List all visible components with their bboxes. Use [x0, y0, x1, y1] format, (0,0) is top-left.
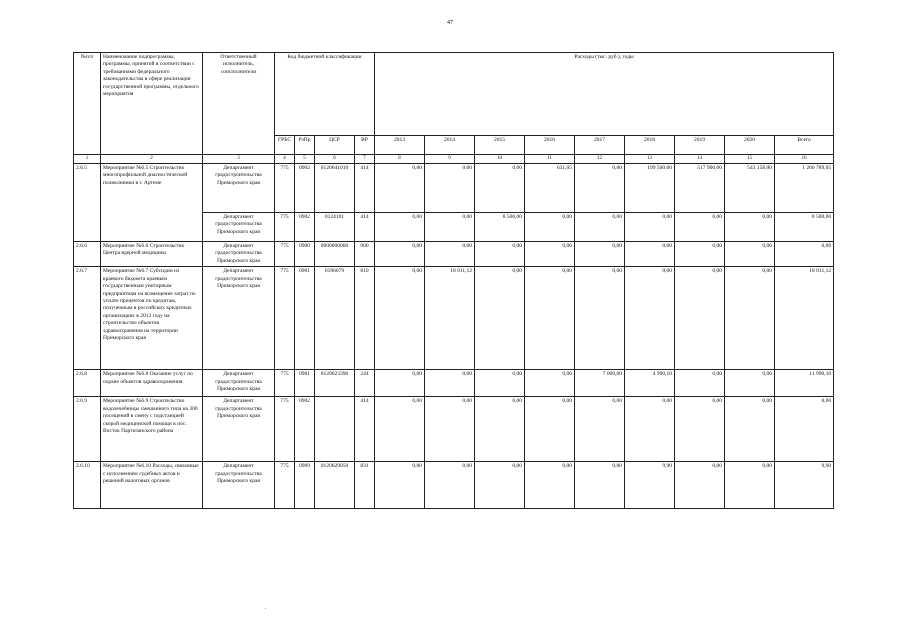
- row-value: 0,00: [525, 397, 575, 462]
- column-number: 15: [725, 155, 775, 164]
- row-value: 0,00: [525, 462, 575, 509]
- row-vr: 000: [355, 242, 375, 267]
- row-csr: 0120629050: [315, 462, 355, 509]
- row-value: 0,00: [575, 267, 625, 370]
- page-number: 47: [447, 20, 453, 26]
- row-value: 0,00: [525, 370, 575, 397]
- column-number: 16: [775, 155, 834, 164]
- header-csr: ЦСР: [315, 136, 355, 155]
- row-grbs: 775: [275, 370, 295, 397]
- row-value: 199 500,00: [625, 164, 675, 213]
- row-vr: 414: [355, 213, 375, 242]
- row-value: 0,00: [475, 462, 525, 509]
- row-total: 9,90: [775, 462, 834, 509]
- row-responsible: Департамент градостроительства Приморского края: [203, 462, 275, 509]
- row-rzpr: 0902: [295, 164, 315, 213]
- header-col-name: Наименование подпрограммы, программы, принятой в соответствии с требованиями федерального законодательства в сфере реализации государственной программы, отдельного мероприятия: [101, 53, 203, 155]
- row-number: 2.6.8: [74, 370, 101, 397]
- row-csr: 0120641010: [315, 164, 355, 213]
- row-name: Мероприятие №6.9 Строительство водолечебницы смешанного типа на 300 посещений в смену с подстанцией скорой медицинской помощи в пос. Восток Партизанского района: [101, 397, 203, 462]
- row-value: 0,00: [425, 213, 475, 242]
- row-vr: 810: [355, 267, 375, 370]
- row-grbs: 775: [275, 164, 295, 213]
- row-value: 0,00: [625, 242, 675, 267]
- row-vr: 244: [355, 370, 375, 397]
- row-value: 0,00: [475, 267, 525, 370]
- row-value: 0,00: [475, 370, 525, 397]
- row-value: 0,00: [525, 267, 575, 370]
- row-responsible: Департамент градостроительства Приморского края: [203, 164, 275, 213]
- row-csr: 0000000000: [315, 242, 355, 267]
- row-value: 0,00: [425, 370, 475, 397]
- row-value: 7 000,00: [575, 370, 625, 397]
- row-value: 0,00: [375, 370, 425, 397]
- column-number: 12: [575, 155, 625, 164]
- header-col-no: №п/п: [74, 53, 101, 155]
- row-total: 8 500,00: [775, 213, 834, 242]
- header-year: 2013: [375, 136, 425, 155]
- row-value: 0,00: [575, 242, 625, 267]
- row-value: 0,00: [525, 242, 575, 267]
- row-rzpr: 0909: [295, 462, 315, 509]
- row-value: 0,00: [375, 164, 425, 213]
- column-number: 3: [203, 155, 275, 164]
- row-value: 9,90: [625, 462, 675, 509]
- column-number: 9: [425, 155, 475, 164]
- row-value: 0,00: [575, 397, 625, 462]
- row-value: 0,00: [375, 242, 425, 267]
- table-row: [74, 267, 834, 370]
- row-value: 0,00: [425, 462, 475, 509]
- row-rzpr: 0901: [295, 267, 315, 370]
- row-vr: 831: [355, 462, 375, 509]
- column-number: 4: [275, 155, 295, 164]
- row-csr: 0124101: [315, 213, 355, 242]
- row-value: 0,00: [375, 213, 425, 242]
- row-value: 0,00: [625, 213, 675, 242]
- header-rzpr: РзПр: [295, 136, 315, 155]
- header-col-responsible: Ответственный исполнитель, соисполнители: [203, 53, 275, 155]
- row-value: 631,05: [525, 164, 575, 213]
- row-value: 0,00: [725, 267, 775, 370]
- header-year: 2018: [625, 136, 675, 155]
- header-col-expenses: Расходы (тыс. руб.), годы: [375, 53, 834, 136]
- row-value: 0,00: [375, 462, 425, 509]
- row-name: Мероприятие №6.5 Строительство многопрофильной диагностической поликлиники в г. Артеме: [101, 164, 203, 242]
- row-name: Мероприятие №6.6 Строительство Центра ядерной медицины: [101, 242, 203, 267]
- table-row: [74, 242, 834, 267]
- row-value: 18 011,12: [425, 267, 475, 370]
- row-value: 0,00: [425, 242, 475, 267]
- row-vr: 414: [355, 397, 375, 462]
- row-value: 0,00: [725, 370, 775, 397]
- row-csr: 0196079: [315, 267, 355, 370]
- row-grbs: 775: [275, 242, 295, 267]
- header-year: 2014: [425, 136, 475, 155]
- row-value: 0,00: [675, 397, 725, 462]
- row-rzpr: 0902: [295, 397, 315, 462]
- row-rzpr: 0901: [295, 370, 315, 397]
- table-row: [74, 370, 834, 397]
- column-number: 1: [74, 155, 101, 164]
- row-total: 11 990,10: [775, 370, 834, 397]
- column-number: 10: [475, 155, 525, 164]
- row-grbs: 775: [275, 267, 295, 370]
- header-year: 2017: [575, 136, 625, 155]
- row-value: 0,00: [675, 267, 725, 370]
- row-total: 0,00: [775, 242, 834, 267]
- column-number-row: [74, 155, 834, 164]
- row-value: 0,00: [575, 164, 625, 213]
- row-grbs: 775: [275, 462, 295, 509]
- row-number: 2.6.5: [74, 164, 101, 242]
- row-grbs: 775: [275, 397, 295, 462]
- column-number: 11: [525, 155, 575, 164]
- row-value: 0,00: [375, 267, 425, 370]
- row-total: 0,00: [775, 397, 834, 462]
- row-responsible: Департамент градостроительства Приморского края: [203, 267, 275, 370]
- row-rzpr: 0900: [295, 242, 315, 267]
- row-name: Мероприятие №6.10 Расходы, связанные с исполнением судебных актов и решений налоговых органов: [101, 462, 203, 509]
- row-value: 0,00: [425, 164, 475, 213]
- row-total: 1 260 789,05: [775, 164, 834, 213]
- row-responsible: Департамент градостроительства Приморского края: [203, 397, 275, 462]
- budget-table: [73, 52, 834, 509]
- column-number: 13: [625, 155, 675, 164]
- row-name: Мероприятие №6.7 Субсидии из краевого бюджета краевым государственным унитарным предприятиям на возмещение затрат по уплате процентов по кредитам, полученным в российских кредитных организациях в 2013 году на строительство объектов здравоохранения на территории Приморского края: [101, 267, 203, 370]
- row-value: 0,00: [625, 397, 675, 462]
- row-number: 2.6.6: [74, 242, 101, 267]
- row-value: 0,00: [475, 242, 525, 267]
- header-total: Всего: [775, 136, 834, 155]
- row-value: 517 900,00: [675, 164, 725, 213]
- row-value: 543 158,00: [725, 164, 775, 213]
- row-number: 2.6.7: [74, 267, 101, 370]
- row-number: 2.6.10: [74, 462, 101, 509]
- row-value: 0,00: [725, 462, 775, 509]
- header-year: 2016: [525, 136, 575, 155]
- row-grbs: 775: [275, 213, 295, 242]
- row-responsible: Департамент градостроительства Приморского края: [203, 242, 275, 267]
- footer-mark: .: [265, 605, 267, 611]
- header-row-main: [74, 53, 834, 136]
- row-value: 0,00: [425, 397, 475, 462]
- row-number: 2.6.9: [74, 397, 101, 462]
- header-col-budget-code: Код бюджетной классификации: [275, 53, 375, 136]
- row-value: 0,00: [475, 397, 525, 462]
- table-row: [74, 462, 834, 509]
- row-responsible: Департамент градостроительства Приморского края: [203, 370, 275, 397]
- column-number: 7: [355, 155, 375, 164]
- row-value: 0,00: [725, 397, 775, 462]
- row-value: 0,00: [575, 213, 625, 242]
- row-csr: 0120623390: [315, 370, 355, 397]
- row-rzpr: 0902: [295, 213, 315, 242]
- column-number: 8: [375, 155, 425, 164]
- row-value: 0,00: [575, 462, 625, 509]
- row-value: 0,00: [725, 213, 775, 242]
- row-total: 18 011,12: [775, 267, 834, 370]
- row-value: 0,00: [725, 242, 775, 267]
- row-value: 8 500,00: [475, 213, 525, 242]
- row-value: 0,00: [525, 213, 575, 242]
- header-grbs: ГРБС: [275, 136, 295, 155]
- header-year: 2015: [475, 136, 525, 155]
- row-value: 4 990,10: [625, 370, 675, 397]
- row-value: 0,00: [375, 397, 425, 462]
- header-vr: ВР: [355, 136, 375, 155]
- header-year: 2020: [725, 136, 775, 155]
- row-value: 0,00: [675, 242, 725, 267]
- row-responsible: Департамент градостроительства Приморского края: [203, 213, 275, 242]
- table-row: [74, 397, 834, 462]
- column-number: 6: [315, 155, 355, 164]
- header-year: 2019: [675, 136, 725, 155]
- row-value: 0,00: [675, 462, 725, 509]
- row-name: Мероприятие №6.8 Оказание услуг по охране объектов здравоохранения: [101, 370, 203, 397]
- row-value: 0,00: [675, 370, 725, 397]
- column-number: 2: [101, 155, 203, 164]
- row-csr: [315, 397, 355, 462]
- row-value: 0,00: [475, 164, 525, 213]
- column-number: 5: [295, 155, 315, 164]
- row-vr: 414: [355, 164, 375, 213]
- table-row: [74, 164, 834, 213]
- column-number: 14: [675, 155, 725, 164]
- row-value: 0,00: [675, 213, 725, 242]
- row-value: 0,00: [625, 267, 675, 370]
